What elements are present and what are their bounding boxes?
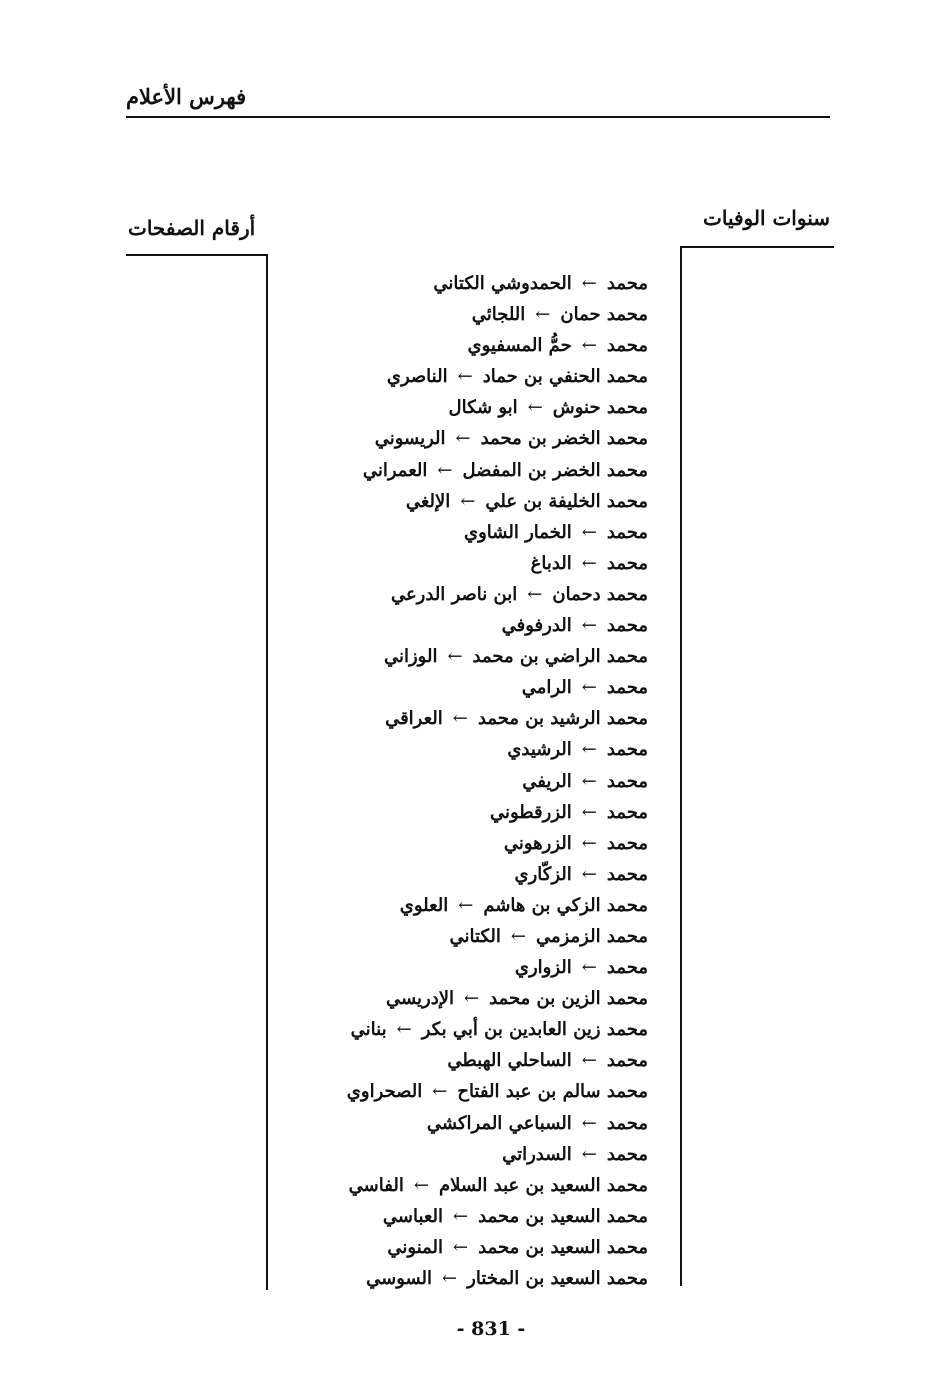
entry-see-reference: الناصري [386, 366, 448, 388]
see-arrow-icon: ← [527, 397, 543, 419]
see-arrow-icon: ← [452, 708, 468, 730]
see-arrow-icon: ← [581, 1112, 597, 1134]
entry-name: محمد [606, 335, 648, 357]
entry-see-reference: الفاسي [348, 1174, 404, 1196]
entry-see-reference: السباعي المراكشي [426, 1112, 572, 1134]
entry-see-reference: اللجائي [471, 304, 526, 326]
entry-see-reference: الزرهوني [503, 832, 572, 854]
see-arrow-icon: ← [455, 428, 471, 450]
entry-name: محمد [606, 552, 648, 574]
index-entry [248, 1263, 648, 1294]
entry-see-reference: الريسوني [374, 428, 446, 450]
entry-see-reference: الإلغي [405, 490, 451, 512]
entry-name: محمد الرشيد بن محمد [477, 708, 648, 730]
entry-see-reference: الرامي [521, 677, 572, 699]
index-entry [248, 921, 648, 952]
entry-see-reference: العباسي [382, 1205, 444, 1227]
entry-name: محمد [606, 832, 648, 854]
entry-see-reference: الصحراوي [346, 1081, 423, 1103]
right-column-top-rule [680, 246, 834, 248]
see-arrow-icon: ← [581, 832, 597, 854]
entry-see-reference: ابن ناصر الدرعي [390, 583, 518, 605]
entry-name: محمد [606, 1143, 648, 1165]
entry-name: محمد [606, 957, 648, 979]
entry-see-reference: حمُّ المسفيوي [467, 335, 572, 357]
index-entry [248, 797, 648, 828]
index-entry [248, 392, 648, 423]
see-arrow-icon: ← [581, 863, 597, 885]
index-entry [248, 548, 648, 579]
index-entry [248, 455, 648, 486]
entry-name: محمد [606, 770, 648, 792]
see-arrow-icon: ← [464, 988, 480, 1010]
index-entry-list [248, 268, 648, 1294]
entry-see-reference: العلوي [399, 894, 449, 916]
see-arrow-icon: ← [581, 552, 597, 574]
index-entry [248, 734, 648, 765]
entry-see-reference: الدرفوفي [501, 615, 572, 637]
see-arrow-icon: ← [581, 521, 597, 543]
see-arrow-icon: ← [447, 646, 463, 668]
entry-name: محمد سالم بن عبد الفتاح [457, 1081, 648, 1103]
index-entry [248, 828, 648, 859]
index-entry [248, 1045, 648, 1076]
see-arrow-icon: ← [581, 273, 597, 294]
entry-name: محمد السعيد بن المختار [467, 1268, 648, 1289]
see-arrow-icon: ← [457, 366, 473, 388]
entry-see-reference: ابو شكال [448, 397, 518, 419]
header-rule [126, 116, 830, 118]
see-arrow-icon: ← [527, 583, 543, 605]
entry-see-reference: الرشيدي [507, 739, 572, 761]
entry-see-reference: بناني [350, 1019, 387, 1041]
right-column-divider [680, 246, 682, 1286]
see-arrow-icon: ← [581, 677, 597, 699]
entry-see-reference: الزرقطوني [489, 801, 572, 823]
entry-name: محمد [606, 615, 648, 637]
entry-name: محمد الزمزمي [535, 925, 648, 947]
entry-see-reference: الريفي [522, 770, 572, 792]
index-entry [248, 1170, 648, 1201]
see-arrow-icon: ← [581, 770, 597, 792]
index-entry [248, 1139, 648, 1170]
entry-see-reference: الحمدوشي الكتاني [433, 273, 572, 294]
entry-see-reference: الزواري [514, 957, 572, 979]
see-arrow-icon: ← [535, 304, 551, 326]
see-arrow-icon: ← [581, 957, 597, 979]
index-entry [248, 766, 648, 797]
entry-see-reference: الإدريسي [385, 988, 455, 1010]
see-arrow-icon: ← [581, 1050, 597, 1072]
entry-name: محمد [606, 739, 648, 761]
left-column-top-rule [126, 254, 268, 256]
entry-name: محمد الخليفة بن علي [485, 490, 648, 512]
index-entry [248, 983, 648, 1014]
entry-see-reference: الوزاني [383, 646, 438, 668]
see-arrow-icon: ← [413, 1174, 429, 1196]
entry-name: محمد السعيد بن عبد السلام [438, 1174, 648, 1196]
entry-name: محمد [606, 1112, 648, 1134]
see-arrow-icon: ← [453, 1236, 469, 1258]
entry-see-reference: السدراتي [502, 1143, 572, 1165]
see-arrow-icon: ← [581, 615, 597, 637]
entry-see-reference: السوسي [366, 1268, 433, 1289]
death-years-heading: سنوات الوفيات [703, 206, 830, 230]
entry-name: محمد الخضر بن محمد [480, 428, 648, 450]
entry-see-reference: الكتاني [449, 925, 501, 947]
page-number: - 831 - [456, 1318, 526, 1340]
index-entry [248, 952, 648, 983]
index-entry [248, 1076, 648, 1107]
entry-name: محمد زين العابدين بن أبي بكر [421, 1019, 648, 1041]
see-arrow-icon: ← [581, 335, 597, 357]
index-entry [248, 1232, 648, 1263]
entry-name: محمد [606, 1050, 648, 1072]
index-entry [248, 486, 648, 517]
index-entry [248, 610, 648, 641]
entry-name: محمد [606, 677, 648, 699]
entry-name: محمد [606, 801, 648, 823]
index-entry [248, 1201, 648, 1232]
entry-see-reference: الزكّاري [514, 863, 572, 885]
entry-name: محمد الحنفي بن حماد [482, 366, 648, 388]
index-entry [248, 1108, 648, 1139]
entry-name: محمد [606, 863, 648, 885]
entry-name: محمد السعيد بن محمد [478, 1236, 648, 1258]
see-arrow-icon: ← [458, 894, 474, 916]
index-entry [248, 1014, 648, 1045]
index-entry [248, 579, 648, 610]
page-numbers-heading: أرقام الصفحات [128, 216, 256, 240]
entry-name: محمد دحمان [552, 583, 648, 605]
entry-name: محمد الزين بن محمد [489, 988, 648, 1010]
entry-name: محمد حمان [560, 304, 648, 326]
entry-name: محمد [606, 521, 648, 543]
see-arrow-icon: ← [437, 459, 453, 481]
index-entry [248, 703, 648, 734]
entry-name: محمد حنوش [552, 397, 648, 419]
entry-see-reference: العراقي [385, 708, 443, 730]
index-entry [248, 517, 648, 548]
entry-name: محمد الزكي بن هاشم [483, 894, 648, 916]
entry-name: محمد [606, 273, 648, 294]
see-arrow-icon: ← [581, 739, 597, 761]
entry-name: محمد الراضي بن محمد [472, 646, 648, 668]
entry-name: محمد السعيد بن محمد [478, 1205, 648, 1227]
index-entry [248, 361, 648, 392]
entry-see-reference: الدباغ [530, 552, 572, 574]
entry-see-reference: المنوني [387, 1236, 444, 1258]
entry-see-reference: الساحلي الهبطي [447, 1050, 572, 1072]
running-title: فهرس الأعلام [126, 84, 247, 109]
index-entry [248, 299, 648, 330]
index-entry [248, 330, 648, 361]
see-arrow-icon: ← [453, 1205, 469, 1227]
index-entry [248, 423, 648, 454]
see-arrow-icon: ← [510, 925, 526, 947]
entry-see-reference: العمراني [362, 459, 428, 481]
see-arrow-icon: ← [432, 1081, 448, 1103]
see-arrow-icon: ← [581, 801, 597, 823]
index-entry [248, 641, 648, 672]
index-entry [248, 890, 648, 921]
see-arrow-icon: ← [581, 1143, 597, 1165]
entry-name: محمد الخضر بن المفضل [462, 459, 648, 481]
see-arrow-icon: ← [396, 1019, 412, 1041]
see-arrow-icon: ← [460, 490, 476, 512]
index-entry [248, 859, 648, 890]
see-arrow-icon: ← [442, 1268, 458, 1289]
entry-see-reference: الخمار الشاوي [464, 521, 572, 543]
index-entry [248, 268, 648, 299]
index-entry [248, 672, 648, 703]
